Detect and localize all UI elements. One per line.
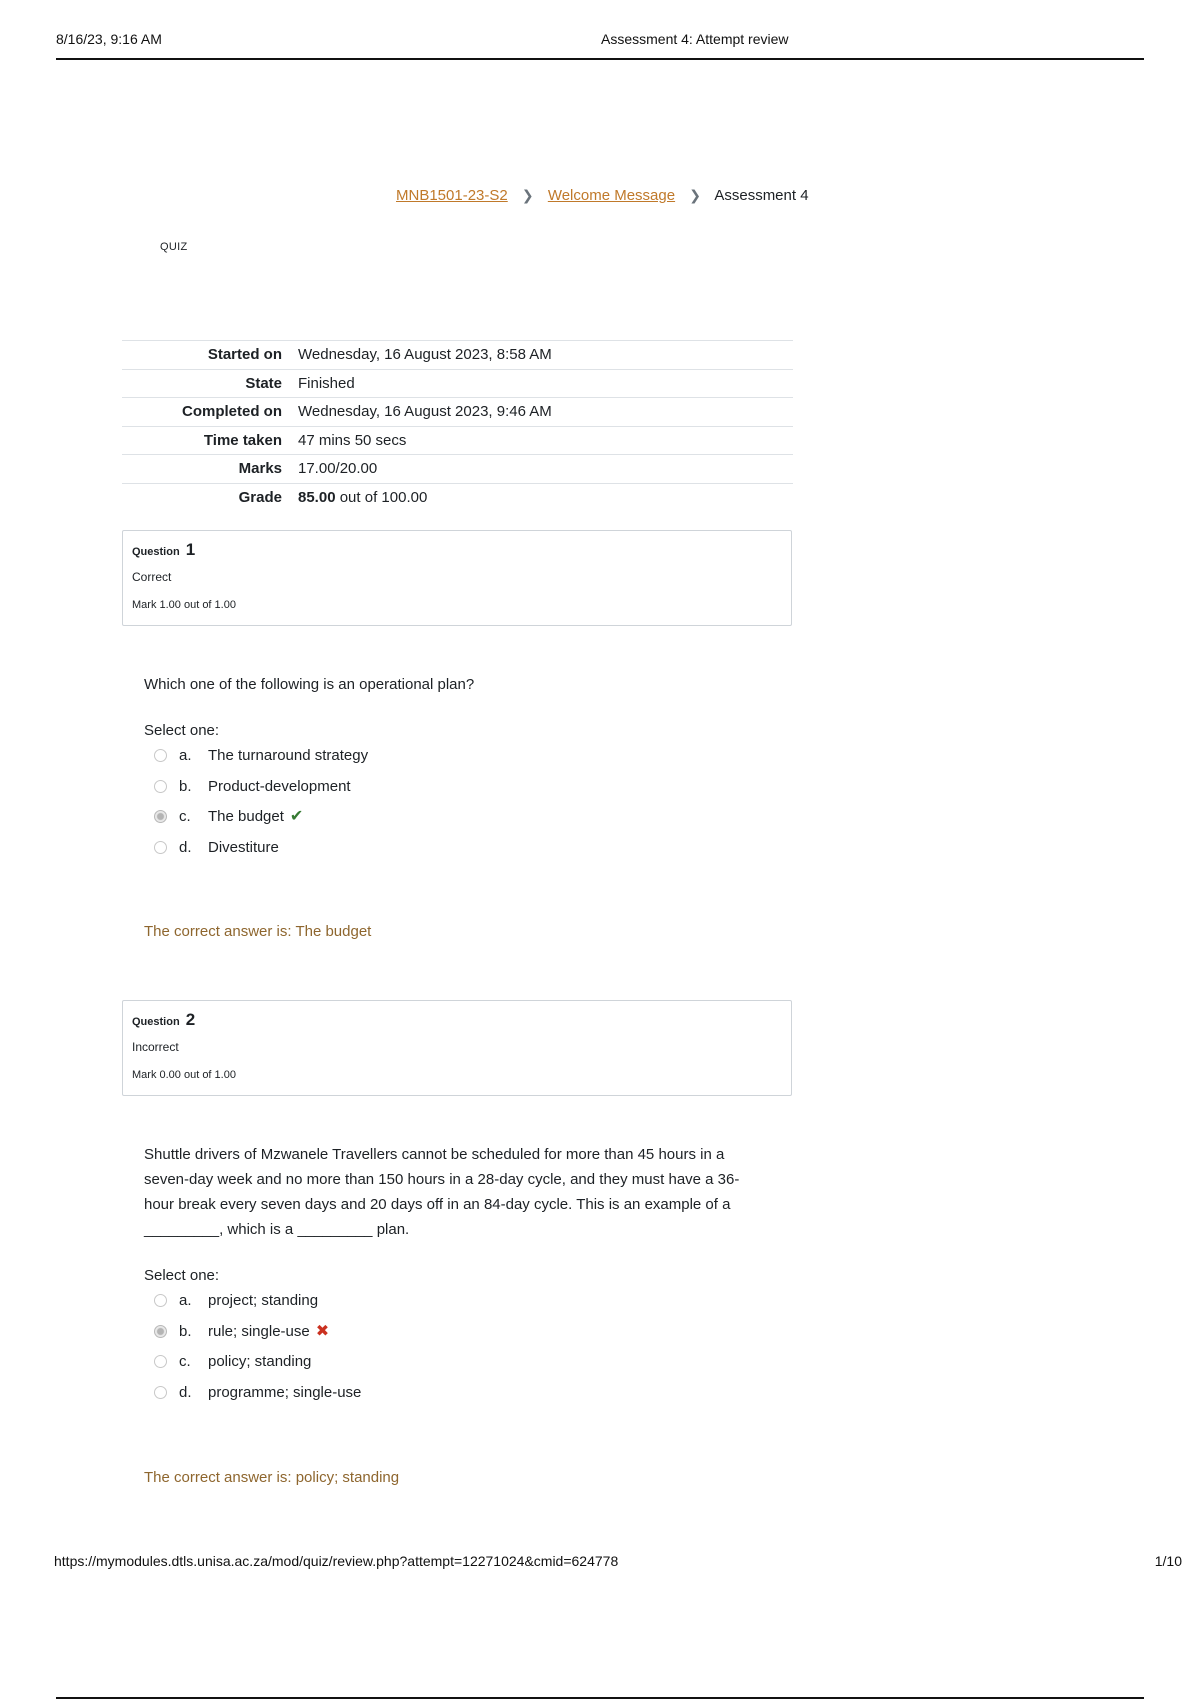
- answer-letter: d.: [179, 838, 192, 856]
- chevron-right-icon: ❯: [521, 187, 534, 203]
- bottom-divider: [56, 1697, 1144, 1699]
- answer-letter: b.: [179, 1322, 192, 1340]
- answer-letter: c.: [179, 1353, 191, 1370]
- radio-button[interactable]: [154, 1294, 167, 1307]
- summary-row-started: [122, 341, 793, 370]
- question-2-info: [122, 1000, 792, 1096]
- summary-label: Grade: [238, 489, 282, 506]
- answer-label: The budget: [208, 808, 284, 825]
- summary-row-time-taken: [122, 426, 793, 455]
- summary-value: 17.00/20.00: [298, 460, 378, 478]
- select-prompt: Select one:: [144, 1267, 220, 1284]
- question-text: Which one of the following is an operational plan?: [144, 676, 475, 693]
- summary-label: Completed on: [182, 403, 282, 421]
- grade-out-of: out of 100.00: [335, 489, 428, 506]
- answer-label: rule; single-use: [208, 1322, 310, 1340]
- answer-letter: a.: [179, 1292, 192, 1309]
- question-number: 1: [185, 540, 196, 559]
- radio-button-checked[interactable]: [154, 810, 167, 823]
- answer-option[interactable]: [144, 1382, 766, 1413]
- summary-row-grade: [122, 483, 793, 512]
- summary-value: Wednesday, 16 August 2023, 9:46 AM: [298, 403, 552, 421]
- breadcrumb-welcome-link[interactable]: Welcome Message: [547, 187, 676, 204]
- answer-option[interactable]: [144, 776, 784, 807]
- answer-label-wrap: [208, 1321, 329, 1343]
- question-state: Incorrect: [132, 1040, 179, 1054]
- answer-option-selected[interactable]: [144, 1321, 766, 1352]
- answer-list: [144, 1290, 766, 1412]
- correct-answer-feedback: The correct answer is: policy; standing: [144, 1469, 400, 1486]
- summary-label: State: [245, 374, 282, 392]
- question-number-line: [132, 540, 195, 560]
- answer-option[interactable]: [144, 1290, 766, 1321]
- answer-letter: d.: [179, 1383, 192, 1401]
- checkmark-icon: ✔: [289, 808, 304, 825]
- radio-button[interactable]: [154, 841, 167, 854]
- question-1-content: [144, 672, 784, 867]
- radio-button[interactable]: [154, 1355, 167, 1368]
- print-title: Assessment 4: Attempt review: [601, 31, 789, 47]
- breadcrumb: [396, 187, 809, 204]
- summary-value: [298, 483, 793, 512]
- question-label: Question: [132, 546, 180, 558]
- select-prompt: Select one:: [144, 722, 220, 739]
- grade-value: 85.00: [298, 489, 336, 506]
- answer-label: The turnaround strategy: [208, 747, 369, 764]
- summary-label: Time taken: [203, 431, 282, 449]
- question-state: Correct: [132, 570, 172, 584]
- radio-button[interactable]: [154, 1386, 167, 1399]
- answer-letter: c.: [179, 808, 191, 825]
- summary-row-state: [122, 369, 793, 398]
- answer-label: Divestiture: [208, 838, 279, 856]
- answer-list: [144, 745, 784, 867]
- question-label: Question: [132, 1016, 180, 1028]
- answer-option[interactable]: [144, 745, 784, 776]
- print-header: [56, 28, 1144, 60]
- breadcrumb-current: Assessment 4: [714, 187, 809, 204]
- summary-value: Finished: [298, 374, 355, 392]
- question-grade: Mark 1.00 out of 1.00: [132, 599, 236, 611]
- page-url: https://mymodules.dtls.unisa.ac.za/mod/quiz/review.php?attempt=12271024&cmid=624778: [54, 1553, 619, 1569]
- answer-label: programme; single-use: [208, 1383, 362, 1401]
- answer-letter: b.: [179, 777, 192, 795]
- summary-label: Started on: [207, 346, 282, 364]
- answer-label-wrap: [208, 806, 303, 828]
- question-1-info: [122, 530, 792, 626]
- question-text: Shuttle drivers of Mzwanele Travellers cannot be scheduled for more than 45 hours in a seven-day week and no more than 150 hours in a 28-day cycle, and they must have a 36-hour break every seven days and 20 days off in an 84-day cycle. This is an example of a _________, which is a _________ plan.: [144, 1146, 740, 1238]
- cross-icon: ✖: [315, 1322, 330, 1340]
- question-number: 2: [185, 1010, 196, 1029]
- page-number: 1/10: [1154, 1553, 1182, 1569]
- question-2-content: [144, 1142, 766, 1412]
- answer-letter: a.: [179, 747, 192, 764]
- correct-answer-feedback: The correct answer is: The budget: [144, 923, 372, 940]
- summary-value: 47 mins 50 secs: [298, 431, 407, 449]
- summary-value: Wednesday, 16 August 2023, 8:58 AM: [298, 346, 552, 364]
- question-number-line: [132, 1010, 195, 1030]
- activity-type-label: QUIZ: [160, 241, 188, 253]
- print-datetime: 8/16/23, 9:16 AM: [56, 31, 162, 47]
- question-grade: Mark 0.00 out of 1.00: [132, 1069, 236, 1081]
- summary-label: Marks: [238, 460, 282, 478]
- answer-label: Product-development: [208, 777, 351, 795]
- radio-button[interactable]: [154, 749, 167, 762]
- answer-option-selected[interactable]: [144, 806, 784, 837]
- attempt-summary-table: [122, 340, 793, 512]
- radio-button[interactable]: [154, 780, 167, 793]
- summary-row-completed: [122, 398, 793, 427]
- radio-button-checked[interactable]: [154, 1325, 167, 1338]
- answer-label: project; standing: [208, 1292, 319, 1309]
- summary-row-marks: [122, 455, 793, 484]
- answer-option[interactable]: [144, 1351, 766, 1382]
- chevron-right-icon: ❯: [689, 187, 701, 203]
- breadcrumb-course-link[interactable]: MNB1501-23-S2: [396, 187, 508, 204]
- answer-label: policy; standing: [208, 1353, 312, 1370]
- answer-option[interactable]: [144, 837, 784, 868]
